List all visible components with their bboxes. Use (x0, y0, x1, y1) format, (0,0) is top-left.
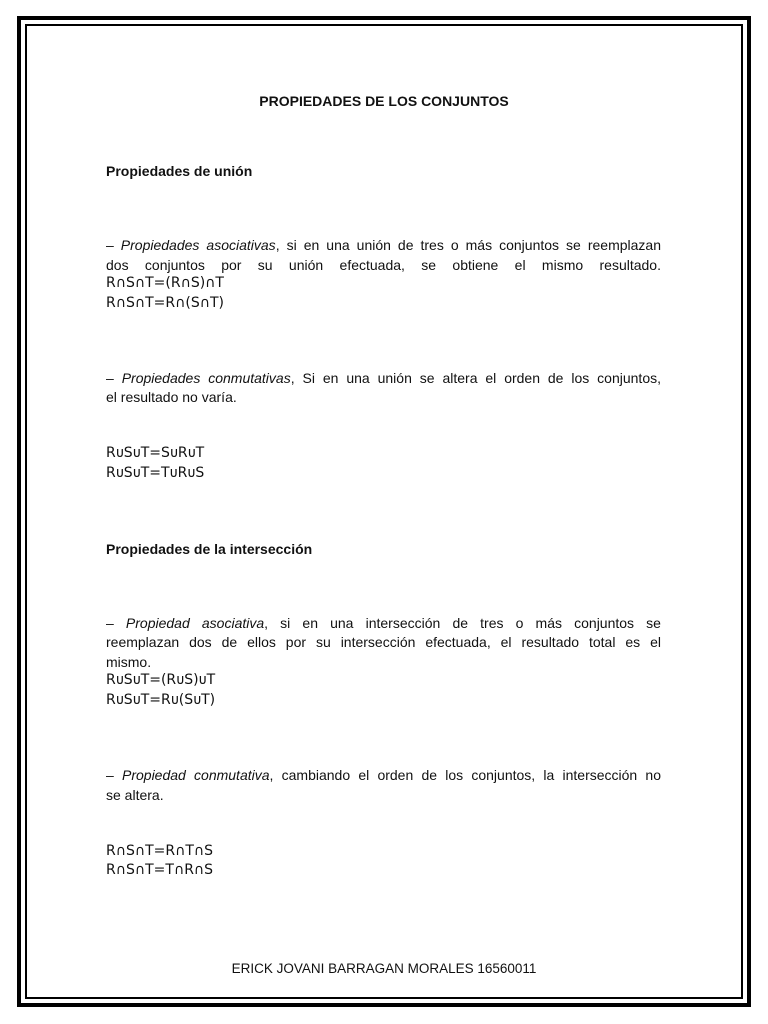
union-conmutativas-formula1: RᴜSᴜT=SᴜRᴜT (106, 445, 205, 461)
term-conmutativas: Propiedades conmutativas (121, 370, 291, 386)
interseccion-conmutativa-line1 (106, 766, 661, 785)
union-asociativas-line2: dos conjuntos por su unión efectuada, se obtiene el mismo resultado. (106, 257, 661, 273)
interseccion-conmutativa-text: , cambiando el orden de los conjuntos, la intersección no (269, 767, 661, 783)
interseccion-conmutativa-formula1: R∩S∩T=R∩T∩S (106, 843, 214, 859)
interseccion-conmutativa-formula2: R∩S∩T=T∩R∩S (106, 862, 214, 878)
interseccion-asociativa-line3: mismo. (106, 654, 152, 670)
term-asociativas: Propiedades asociativas (120, 237, 276, 253)
interseccion-asociativa-formula1: RᴜSᴜT=(RᴜS)ᴜT (106, 672, 216, 688)
interseccion-heading: Propiedades de la intersección (106, 541, 313, 557)
footer-author: ERICK JOVANI BARRAGAN MORALES 16560011 (231, 961, 537, 976)
dash: – (106, 767, 122, 783)
union-asociativas-formula2: R∩S∩T=R∩(S∩T) (106, 295, 224, 311)
interseccion-asociativa-line2: reemplazan dos de ellos por su intersección efectuada, el resultado total es el (106, 634, 661, 650)
dash: – (106, 370, 122, 386)
term-asociativa: Propiedad asociativa (125, 615, 265, 631)
union-conmutativas-line2: el resultado no varía. (106, 389, 237, 405)
dash: – (106, 237, 121, 253)
union-asociativas-text: , si en una unión de tres o más conjuntos se reemplazan (275, 237, 661, 253)
union-heading: Propiedades de unión (106, 163, 253, 179)
union-asociativas-formula1: R∩S∩T=(R∩S)∩T (106, 275, 224, 291)
union-asociativas-line1 (106, 236, 661, 255)
interseccion-asociativa-text: , si en una intersección de tres o más conjuntos se (264, 615, 661, 631)
interseccion-asociativa-line1 (106, 614, 661, 633)
union-conmutativas-text: , Si en una unión se altera el orden de los conjuntos, (290, 370, 661, 386)
document-title: PROPIEDADES DE LOS CONJUNTOS (259, 93, 509, 109)
dash: – (106, 615, 126, 631)
union-conmutativas-formula2: RᴜSᴜT=TᴜRᴜS (106, 465, 205, 481)
union-conmutativas-line1 (106, 369, 661, 388)
interseccion-asociativa-formula2: RᴜSᴜT=Rᴜ(SᴜT) (106, 692, 216, 708)
interseccion-conmutativa-line2: se altera. (106, 787, 164, 803)
term-conmutativa: Propiedad conmutativa (122, 767, 270, 783)
